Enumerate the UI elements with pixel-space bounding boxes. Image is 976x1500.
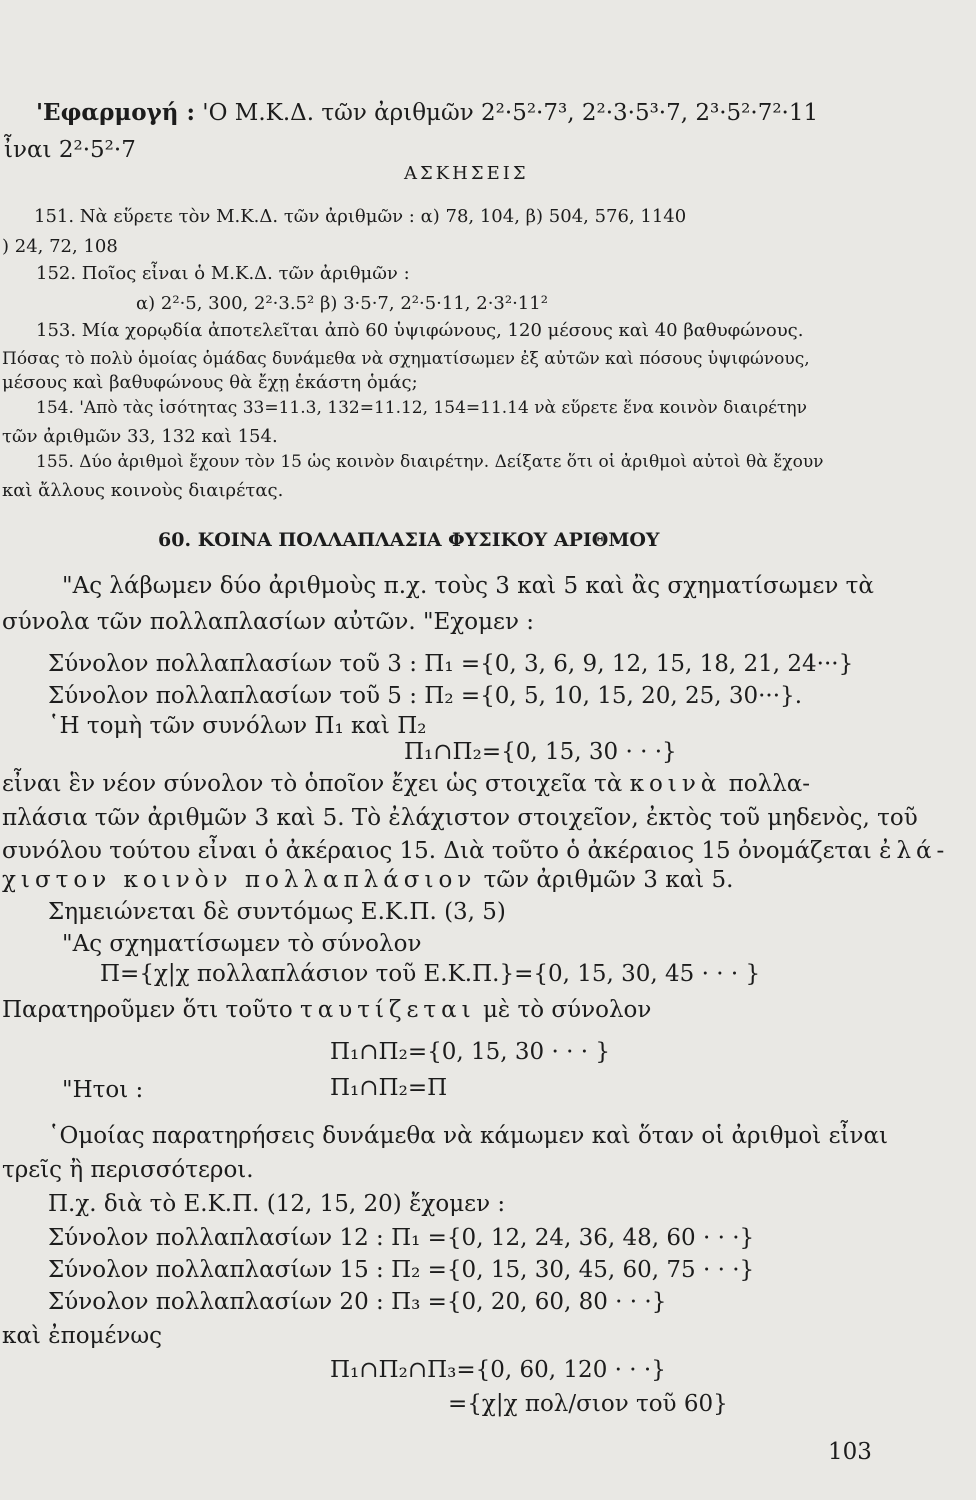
body-line-7-text: Παρατηροῦμεν ὅτι τοῦτο: [2, 997, 293, 1023]
intersection-intro: ῾Η τομὴ τῶν συνόλων Π₁ καὶ Π₂: [48, 713, 427, 739]
exercise-155-cont: καὶ ἄλλους κοινοὺς διαιρέτας.: [2, 480, 284, 501]
exercise-152-values: α) 2²·5, 300, 2²·3.5² β) 3·5·7, 2²·5·11, 2·3²·11²: [136, 293, 548, 314]
body-line-3-text: συνόλου τούτου εἶναι ὁ ἀκέραιος 15. Διὰ τοῦτο ὁ ἀκέραιος 15 ὀνομάζεται: [2, 838, 872, 864]
page-number: 103: [828, 1439, 872, 1465]
application-text: 'Ο Μ.Κ.Δ. τῶν ἀριθμῶν 2²·5²·7³, 2²·3·5³·7, 2³·5²·7²·11: [202, 100, 819, 126]
paragraph-1: "Ας λάβωμεν δύο ἀριθμοὺς π.χ. τοὺς 3 καὶ 5 καὶ ἂς σχηματίσωμεν τὰ: [62, 573, 874, 599]
body-line-4: [2, 868, 733, 893]
set-multiples-3: Σύνολον πολλαπλασίων τοῦ 3 : Π₁ ={0, 3, 6, 9, 12, 15, 18, 21, 24···}: [48, 651, 854, 677]
application-label: 'Εφαρμογή :: [36, 99, 195, 126]
exercise-153-cont: Πόσας τὸ πολὺ ὁμοίας ὁμάδας δυνάμεθα νὰ σχηματίσωμεν ἐξ αὐτῶν καὶ πόσους ὑψιφώνους,: [2, 349, 810, 369]
body-line-7: [2, 998, 651, 1023]
paragraph-1-cont: σύνολα τῶν πολλαπλασίων αὐτῶν. "Εχομεν :: [2, 609, 534, 635]
set-multiples-5: Σύνολον πολλαπλασίων τοῦ 5 : Π₂ ={0, 5, 10, 15, 20, 25, 30···}.: [48, 683, 803, 709]
body-line-1-text: εἶναι ἓν νέον σύνολον τὸ ὁποῖον ἔχει ὡς στοιχεῖα τὰ: [2, 771, 623, 797]
exercise-151: 151. Νὰ εὕρετε τὸν Μ.Κ.Δ. τῶν ἀριθμῶν : α) 78, 104, β) 504, 576, 1140: [34, 206, 687, 227]
intersection-5: ={χ|χ πολ/σιον τοῦ 60}: [448, 1391, 728, 1417]
body-line-10: Π.χ. διὰ τὸ Ε.Κ.Π. (12, 15, 20) ἔχομεν :: [48, 1191, 506, 1217]
body-line-6: "Ας σχηματίσωμεν τὸ σύνολον: [62, 931, 422, 957]
exercise-154: 154. 'Απὸ τὰς ἰσότητας 33=11.3, 132=11.12, 154=11.14 νὰ εὕρετε ἕνα κοινὸν διαιρέτην: [36, 398, 807, 418]
intersection-3: Π₁∩Π₂=Π: [330, 1075, 448, 1101]
exercise-153: 153. Μία χορῳδία ἀποτελεῖται ἀπὸ 60 ὑψιφώνους, 120 μέσους καὶ 40 βαθυφώνους.: [36, 320, 804, 341]
body-line-11: καὶ ἐπομένως: [2, 1323, 163, 1349]
spaced-word-least: ἐλά-: [879, 838, 950, 864]
section-heading: [158, 530, 659, 551]
exercises-heading: ΑΣΚΗΣΕΙΣ: [404, 163, 529, 184]
exercise-154-cont: τῶν ἀριθμῶν 33, 132 καὶ 154.: [2, 426, 278, 447]
body-line-5: Σημειώνεται δὲ συντόμως Ε.Κ.Π. (3, 5): [48, 899, 506, 925]
set-P: Π={χ|χ πολλαπλάσιον τοῦ Ε.Κ.Π.}={0, 15, 30, 45 · · · }: [100, 961, 761, 987]
application-line: [36, 100, 818, 126]
htoi-label: "Ητοι :: [62, 1077, 144, 1103]
set-multiples-12: Σύνολον πολλαπλασίων 12 : Π₁ ={0, 12, 24, 36, 48, 60 · · ·}: [48, 1225, 755, 1251]
spaced-word-coincides: ταυτίζεται: [300, 997, 476, 1023]
body-line-1: [2, 772, 810, 797]
exercise-155: 155. Δύο ἀριθμοὶ ἔχουν τὸν 15 ὡς κοινὸν διαιρέτην. Δείξατε ὅτι οἱ ἀριθμοὶ αὐτοὶ θὰ ἔχουν: [36, 452, 824, 472]
intersection-2: Π₁∩Π₂={0, 15, 30 · · · }: [330, 1039, 610, 1065]
body-line-9: τρεῖς ἢ περισσότεροι.: [2, 1157, 254, 1183]
spaced-term-lcm: χιστον κοινὸν πολλαπλάσιον: [2, 867, 477, 893]
exercise-151-cont: ) 24, 72, 108: [2, 236, 118, 257]
exercise-153-cont2: μέσους καὶ βαθυφώνους θὰ ἔχῃ ἑκάστη ὁμάς;: [2, 372, 418, 393]
set-multiples-15: Σύνολον πολλαπλασίων 15 : Π₂ ={0, 15, 30, 45, 60, 75 · · ·}: [48, 1257, 755, 1283]
exercise-152: 152. Ποῖος εἶναι ὁ Μ.Κ.Δ. τῶν ἀριθμῶν :: [36, 263, 410, 284]
intersection-4: Π₁∩Π₂∩Π₃={0, 60, 120 · · ·}: [330, 1357, 666, 1383]
body-line-7-end: μὲ τὸ σύνολον: [482, 997, 652, 1023]
body-line-1-end: πολλα-: [728, 771, 811, 797]
application-continuation: ἶναι 2²·5²·7: [4, 137, 136, 163]
section-number: 60.: [158, 529, 192, 551]
intersection-1: Π₁∩Π₂={0, 15, 30 · · ·}: [404, 739, 677, 765]
set-multiples-20: Σύνολον πολλαπλασίων 20 : Π₃ ={0, 20, 60, 80 · · ·}: [48, 1289, 667, 1315]
body-line-2: πλάσια τῶν ἀριθμῶν 3 καὶ 5. Τὸ ἐλάχιστον στοιχεῖον, ἐκτὸς τοῦ μηδενὸς, τοῦ: [2, 805, 918, 831]
body-line-8: ῾Ομοίας παρατηρήσεις δυνάμεθα νὰ κάμωμεν καὶ ὅταν οἱ ἀριθμοὶ εἶναι: [48, 1123, 889, 1149]
spaced-word-common: κοινὰ: [629, 771, 722, 797]
body-line-4-end: τῶν ἀριθμῶν 3 καὶ 5.: [483, 867, 734, 893]
body-line-3: [2, 839, 949, 864]
section-title: ΚΟΙΝΑ ΠΟΛΛΑΠΛΑΣΙΑ ΦΥΣΙΚΟΥ ΑΡΙΘΜΟΥ: [197, 529, 660, 551]
